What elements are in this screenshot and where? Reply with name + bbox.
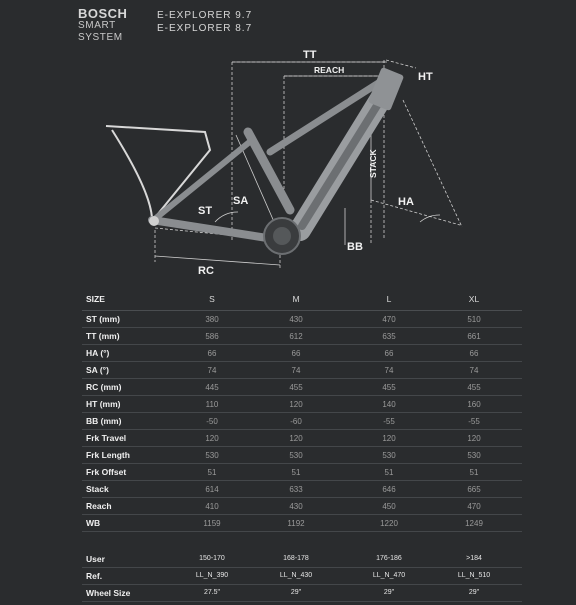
cell-l: 470 — [382, 315, 396, 324]
cell-m: LL_N_430 — [279, 572, 313, 579]
row-label: BB (mm) — [86, 416, 122, 426]
row-label: WB — [86, 518, 101, 528]
row-label: HA (°) — [86, 348, 110, 358]
cell-l: 455 — [382, 383, 396, 392]
cell-s: 614 — [205, 485, 219, 494]
table-row — [82, 585, 522, 602]
cell-m: -60 — [290, 417, 302, 426]
size-label: SIZE — [86, 294, 105, 304]
cell-s: 586 — [205, 332, 219, 341]
row-label: HT (mm) — [86, 399, 121, 409]
cell-m: 430 — [289, 502, 303, 511]
cell-m: 29" — [290, 589, 302, 596]
cell-l: LL_N_470 — [372, 572, 406, 579]
bike-geometry-diagram — [0, 40, 576, 290]
brand-line3: SYSTEM — [78, 32, 123, 43]
cell-xl: 66 — [469, 349, 479, 358]
label-tt: TT — [303, 49, 317, 61]
cell-m: 74 — [291, 366, 301, 375]
table-row — [82, 362, 522, 379]
cell-m: 530 — [289, 451, 303, 460]
label-rc: RC — [198, 265, 214, 277]
cell-xl: 51 — [469, 468, 479, 477]
cell-xl: 530 — [467, 451, 481, 460]
table-row — [82, 498, 522, 515]
cell-xl: >184 — [466, 555, 482, 562]
cell-s: 74 — [207, 366, 217, 375]
table-row — [82, 481, 522, 498]
cell-m: 120 — [289, 400, 303, 409]
label-ha: HA — [398, 196, 414, 208]
cell-l: 635 — [382, 332, 396, 341]
cell-s: 445 — [205, 383, 219, 392]
row-label: Frk Offset — [86, 467, 127, 477]
table-row — [82, 515, 522, 532]
cell-xl: 665 — [467, 485, 481, 494]
cell-s: 1159 — [203, 519, 221, 528]
cell-s: 410 — [205, 502, 219, 511]
cell-xl: 160 — [467, 400, 481, 409]
cell-l: 66 — [384, 349, 394, 358]
geometry-table — [82, 288, 522, 532]
size-l: L — [386, 294, 392, 304]
size-s: S — [209, 294, 215, 304]
table-row — [82, 379, 522, 396]
size-m: M — [292, 294, 300, 304]
table-row — [82, 328, 522, 345]
row-label: User — [86, 554, 105, 564]
label-st: ST — [198, 205, 213, 217]
cell-l: 74 — [384, 366, 394, 375]
table-row — [82, 447, 522, 464]
cell-m: 1192 — [287, 519, 305, 528]
cell-xl: 510 — [467, 315, 481, 324]
label-sa: SA — [233, 195, 249, 207]
cell-l: 1220 — [380, 519, 398, 528]
table-header — [82, 288, 522, 311]
cell-xl: LL_N_510 — [457, 572, 491, 579]
cell-l: 530 — [382, 451, 396, 460]
label-bb: BB — [347, 241, 363, 253]
size-xl: XL — [468, 294, 480, 304]
table-row — [82, 413, 522, 430]
cell-s: -50 — [206, 417, 218, 426]
cell-s: 27.5" — [203, 589, 221, 596]
cell-l: 646 — [382, 485, 396, 494]
cell-m: 430 — [289, 315, 303, 324]
cell-s: 110 — [205, 400, 219, 409]
cell-xl: 1249 — [465, 519, 483, 528]
brand-line2: SMART — [78, 20, 116, 31]
cell-s: 530 — [205, 451, 219, 460]
label-reach: REACH — [314, 65, 345, 75]
cell-l: 450 — [382, 502, 396, 511]
cell-xl: 74 — [469, 366, 479, 375]
cell-m: 633 — [289, 485, 303, 494]
table-row — [82, 568, 522, 585]
cell-xl: 455 — [467, 383, 481, 392]
bike-frame — [106, 67, 404, 254]
cell-s: 150-170 — [199, 555, 225, 562]
cell-l: 176-186 — [376, 555, 402, 562]
cell-xl: 661 — [467, 332, 481, 341]
row-label: SA (°) — [86, 365, 109, 375]
row-label: TT (mm) — [86, 331, 120, 341]
table-row — [82, 396, 522, 413]
cell-xl: 470 — [467, 502, 481, 511]
cell-l: 140 — [382, 400, 396, 409]
label-ht: HT — [418, 71, 433, 83]
cell-xl: 120 — [467, 434, 481, 443]
row-label: Wheel Size — [86, 588, 131, 598]
model-names — [157, 9, 252, 35]
cell-m: 455 — [289, 383, 303, 392]
table-row — [82, 430, 522, 447]
cell-l: 120 — [382, 434, 396, 443]
model-name-1: E-EXPLORER 9.7 — [157, 10, 253, 21]
cell-xl: -55 — [468, 417, 480, 426]
table-row — [82, 551, 522, 568]
row-label: RC (mm) — [86, 382, 122, 392]
table-row — [82, 464, 522, 481]
brand-line1: BOSCH — [78, 6, 128, 21]
brand-logo — [78, 8, 127, 44]
model-name-2: E-EXPLORER 8.7 — [157, 23, 253, 34]
cell-m: 612 — [289, 332, 303, 341]
cell-l: -55 — [383, 417, 395, 426]
row-label: ST (mm) — [86, 314, 120, 324]
row-label: Ref. — [86, 571, 103, 581]
cell-s: LL_N_390 — [195, 572, 229, 579]
cell-m: 51 — [291, 468, 301, 477]
cell-xl: 29" — [468, 589, 480, 596]
cell-m: 120 — [289, 434, 303, 443]
cell-s: 380 — [205, 315, 219, 324]
cell-s: 120 — [205, 434, 219, 443]
table-row — [82, 311, 522, 328]
row-label: Frk Travel — [86, 433, 127, 443]
cell-l: 29" — [383, 589, 395, 596]
label-stack: STACK — [368, 149, 378, 178]
row-label: Reach — [86, 501, 112, 511]
cell-l: 51 — [384, 468, 394, 477]
row-label: Stack — [86, 484, 109, 494]
cell-s: 51 — [207, 468, 217, 477]
cell-m: 66 — [291, 349, 301, 358]
cell-s: 66 — [207, 349, 217, 358]
cell-m: 168-178 — [283, 555, 309, 562]
table-row — [82, 345, 522, 362]
row-label: Frk Length — [86, 450, 130, 460]
fit-table — [82, 551, 522, 602]
